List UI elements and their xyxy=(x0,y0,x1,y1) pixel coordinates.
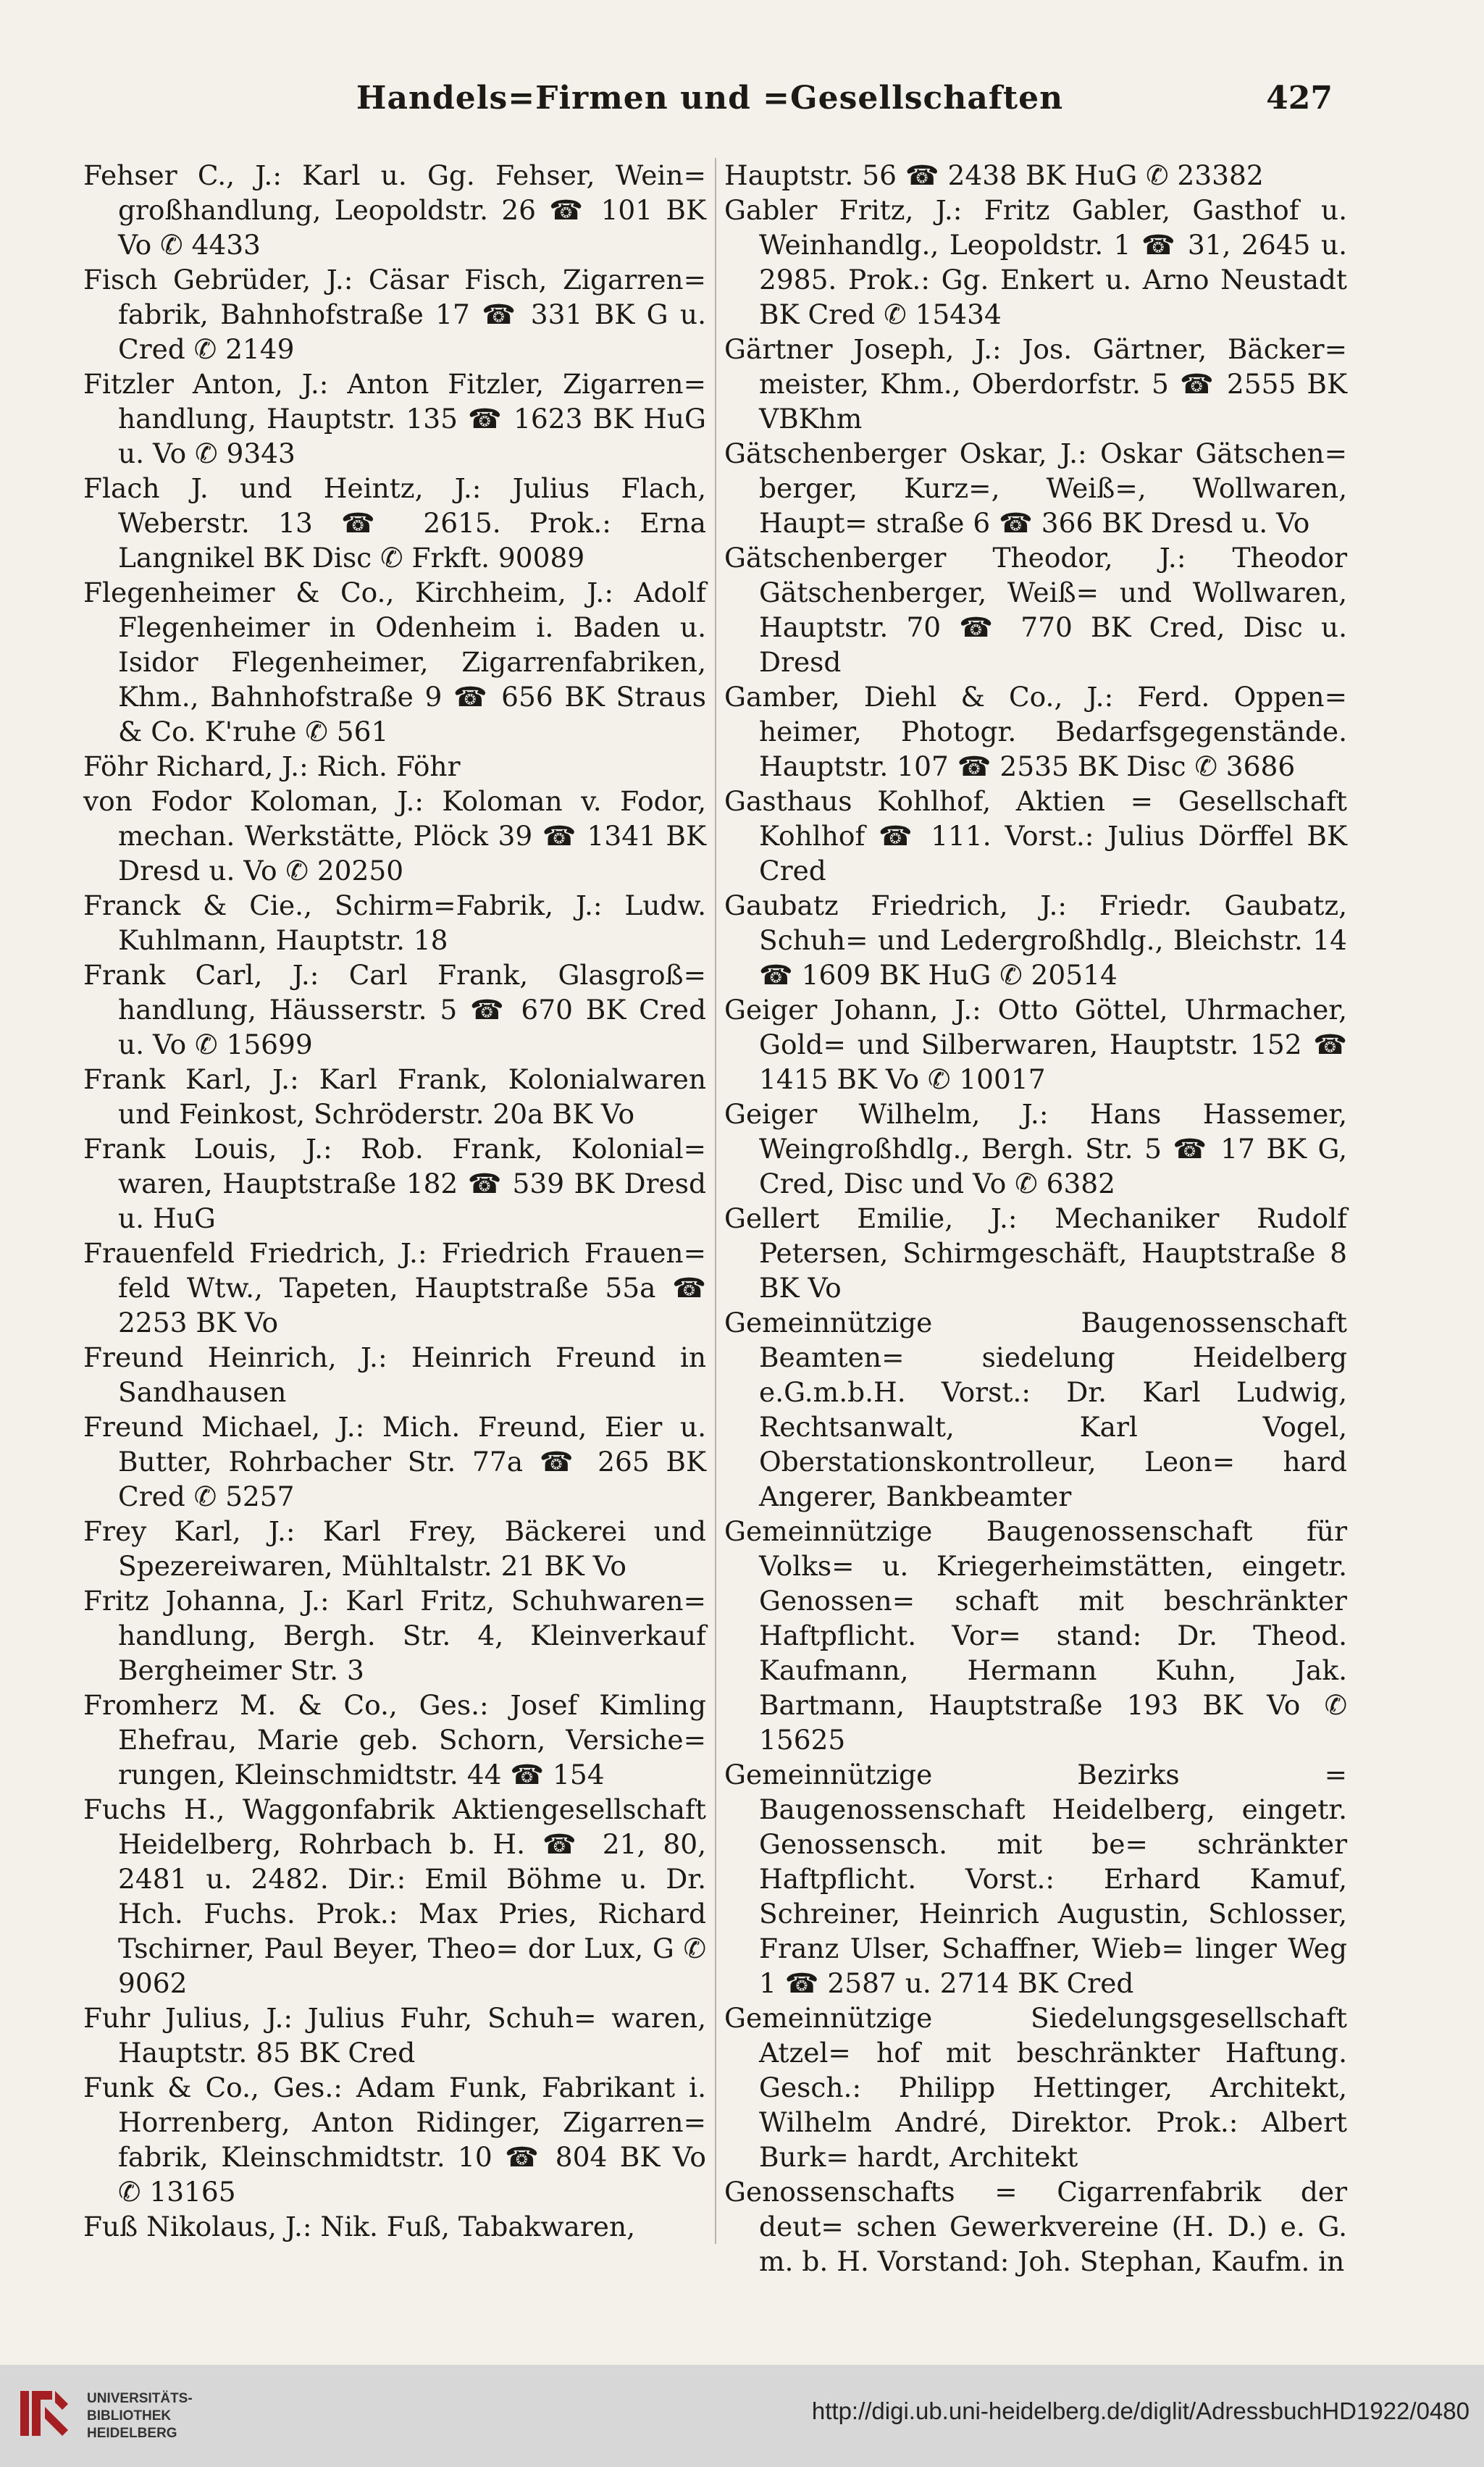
directory-entry: Gabler Fritz, J.: Fritz Gabler, Gasthof u. Weinhandlg., Leopoldstr. 1 ☎ 31, 2645 u. 2985. Prok.: Gg. Enkert u. Arno Neustadt BK Cred ✆ 15434 xyxy=(724,194,1347,330)
directory-entry: Frauenfeld Friedrich, J.: Friedrich Frauen= feld Wtw., Tapeten, Hauptstraße 55a ☎ 2253 BK Vo xyxy=(83,1237,706,1339)
directory-entry: Gemeinnützige Baugenossenschaft für Volks= u. Kriegerheimstätten, eingetr. Genossen= schaft mit beschränkter Haftpflicht. Vor= stand: Dr. Theod. Kaufmann, Hermann Kuhn, Jak. Bartmann, Hauptstraße 193 BK Vo ✆ 15625 xyxy=(724,1515,1347,1756)
library-name-line: UNIVERSITÄTS- xyxy=(87,2391,193,2406)
directory-entry: Fritz Johanna, J.: Karl Fritz, Schuhwaren= handlung, Bergh. Str. 4, Kleinverkauf Bergheimer Str. 3 xyxy=(83,1585,706,1686)
library-name xyxy=(87,2390,193,2442)
directory-entry: Gemeinnützige Siedelungsgesellschaft Atzel= hof mit beschränkter Haftung. Gesch.: Philipp Hettinger, Architekt, Wilhelm André, Direktor. Prok.: Albert Burk= hardt, Architekt xyxy=(724,2002,1347,2173)
directory-entry: Gätschenberger Oskar, J.: Oskar Gätschen= berger, Kurz=, Weiß=, Wollwaren, Haupt= straße 6 ☎ 366 BK Dresd u. Vo xyxy=(724,437,1347,539)
directory-entry: Fuhr Julius, J.: Julius Fuhr, Schuh= waren, Hauptstr. 85 BK Cred xyxy=(83,2002,706,2069)
directory-entry: Gärtner Joseph, J.: Jos. Gärtner, Bäcker= meister, Khm., Oberdorfstr. 5 ☎ 2555 BK VBKhm xyxy=(724,333,1347,435)
right-column xyxy=(724,158,1347,2277)
directory-entry: von Fodor Koloman, J.: Koloman v. Fodor, mechan. Werkstätte, Plöck 39 ☎ 1341 BK Dresd u. Vo ✆ 20250 xyxy=(83,785,706,887)
directory-entry: Franck & Cie., Schirm=Fabrik, J.: Ludw. Kuhlmann, Hauptstr. 18 xyxy=(83,889,706,956)
directory-entry: Freund Heinrich, J.: Heinrich Freund in Sandhausen xyxy=(83,1341,706,1408)
directory-entry: Gaubatz Friedrich, J.: Friedr. Gaubatz, Schuh= und Ledergroßhdlg., Bleichstr. 14 ☎ 1609 BK HuG ✆ 20514 xyxy=(724,889,1347,991)
directory-entry: Gemeinnützige Baugenossenschaft Beamten= siedelung Heidelberg e.G.m.b.H. Vorst.: Dr. Karl Ludwig, Rechtsanwalt, Karl Vogel, Oberstationskontrolleur, Leon= hard Angerer, Bankbeamter xyxy=(724,1307,1347,1512)
library-logo-icon xyxy=(16,2385,74,2443)
directory-entry: Gemeinnützige Bezirks = Baugenossenschaft Heidelberg, eingetr. Genossensch. mit be= schränkter Haftpflicht. Vorst.: Erhard Kamuf, Schreiner, Heinrich Augustin, Schlosser, Franz Ulser, Schaffner, Wieb= linger Weg 1 ☎ 2587 u. 2714 BK Cred xyxy=(724,1759,1347,1999)
directory-entry: Föhr Richard, J.: Rich. Föhr xyxy=(83,750,461,782)
directory-entry: Gätschenberger Theodor, J.: Theodor Gätschenberger, Weiß= und Wollwaren, Hauptstr. 70 ☎ 770 BK Cred, Disc u. Dresd xyxy=(724,542,1347,678)
footer-bar xyxy=(0,2365,1484,2467)
directory-entry: Fuchs H., Waggonfabrik Aktiengesellschaft Heidelberg, Rohrbach b. H. ☎ 21, 80, 2481 u. 2482. Dir.: Emil Böhme u. Dr. Hch. Fuchs. Prok.: Max Pries, Richard Tschirner, Paul Beyer, Theo= dor Lux, G ✆ 9062 xyxy=(83,1793,706,1999)
source-url-link[interactable]: http://digi.ub.uni-heidelberg.de/diglit/AdressbuchHD1922/0480 xyxy=(811,2397,1470,2424)
directory-entry: Freund Michael, J.: Mich. Freund, Eier u. Butter, Rohrbacher Str. 77a ☎ 265 BK Cred ✆ 5257 xyxy=(83,1411,706,1512)
left-column xyxy=(83,158,706,2244)
directory-entry: Geiger Wilhelm, J.: Hans Hassemer, Weingroßhdlg., Bergh. Str. 5 ☎ 17 BK G, Cred, Disc und Vo ✆ 6382 xyxy=(724,1098,1347,1199)
library-name-line: HEIDELBERG xyxy=(87,2426,177,2441)
directory-entry: Geiger Johann, J.: Otto Göttel, Uhrmacher, Gold= und Silberwaren, Hauptstr. 152 ☎ 1415 BK Vo ✆ 10017 xyxy=(724,994,1347,1095)
directory-entry: Gamber, Diehl & Co., J.: Ferd. Oppen= heimer, Photogr. Bedarfsgegenstände. Hauptstr. 107 ☎ 2535 BK Disc ✆ 3686 xyxy=(724,681,1347,782)
directory-entry: Hauptstr. 56 ☎ 2438 BK HuG ✆ 23382 xyxy=(724,159,1264,191)
page-header xyxy=(87,80,1333,130)
directory-entry: Flach J. und Heintz, J.: Julius Flach, Weberstr. 13 ☎ 2615. Prok.: Erna Langnikel BK Disc ✆ Frkft. 90089 xyxy=(83,472,706,574)
directory-entry: Fuß Nikolaus, J.: Nik. Fuß, Tabakwaren, xyxy=(83,2211,636,2242)
page-number: 427 xyxy=(1266,80,1333,117)
directory-entry: Gasthaus Kohlhof, Aktien = Gesellschaft Kohlhof ☎ 111. Vorst.: Julius Dörffel BK Cred xyxy=(724,785,1347,887)
library-name-line: BIBLIOTHEK xyxy=(87,2408,172,2424)
directory-entry: Fisch Gebrüder, J.: Cäsar Fisch, Zigarren= fabrik, Bahnhofstraße 17 ☎ 331 BK G u. Cred ✆ 2149 xyxy=(83,264,706,365)
directory-entry: Funk & Co., Ges.: Adam Funk, Fabrikant i. Horrenberg, Anton Ridinger, Zigarren= fabrik, Kleinschmidtstr. 10 ☎ 804 BK Vo ✆ 13165 xyxy=(83,2072,706,2208)
directory-entry: Frey Karl, J.: Karl Frey, Bäckerei und Spezereiwaren, Mühltalstr. 21 BK Vo xyxy=(83,1515,706,1582)
directory-entry: Fehser C., J.: Karl u. Gg. Fehser, Wein= großhandlung, Leopoldstr. 26 ☎ 101 BK Vo ✆ 4433 xyxy=(83,159,706,261)
directory-entry: Flegenheimer & Co., Kirchheim, J.: Adolf Flegenheimer in Odenheim i. Baden u. Isidor Flegenheimer, Zigarrenfabriken, Khm., Bahnhofstraße 9 ☎ 656 BK Straus & Co. K'ruhe ✆ 561 xyxy=(83,577,706,747)
directory-entry: Fromherz M. & Co., Ges.: Josef Kimling Ehefrau, Marie geb. Schorn, Versiche= rungen, Kleinschmidtstr. 44 ☎ 154 xyxy=(83,1689,706,1790)
directory-entry: Fitzler Anton, J.: Anton Fitzler, Zigarren= handlung, Hauptstr. 135 ☎ 1623 BK HuG u. Vo ✆ 9343 xyxy=(83,368,706,469)
column-divider xyxy=(715,158,716,2244)
directory-entry: Gellert Emilie, J.: Mechaniker Rudolf Petersen, Schirmgeschäft, Hauptstraße 8 BK Vo xyxy=(724,1202,1347,1304)
directory-entry: Genossenschafts = Cigarrenfabrik der deut= schen Gewerkvereine (H. D.) e. G. m. b. H. Vorstand: Joh. Stephan, Kaufm. in xyxy=(724,2176,1347,2277)
running-title: Handels=Firmen und =Gesellschaften xyxy=(356,80,1064,117)
directory-entry: Frank Louis, J.: Rob. Frank, Kolonial= waren, Hauptstraße 182 ☎ 539 BK Dresd u. HuG xyxy=(83,1133,706,1234)
directory-entry: Frank Carl, J.: Carl Frank, Glasgroß= handlung, Häusserstr. 5 ☎ 670 BK Cred u. Vo ✆ 15699 xyxy=(83,959,706,1060)
directory-entry: Frank Karl, J.: Karl Frank, Kolonialwaren und Feinkost, Schröderstr. 20a BK Vo xyxy=(83,1063,706,1130)
